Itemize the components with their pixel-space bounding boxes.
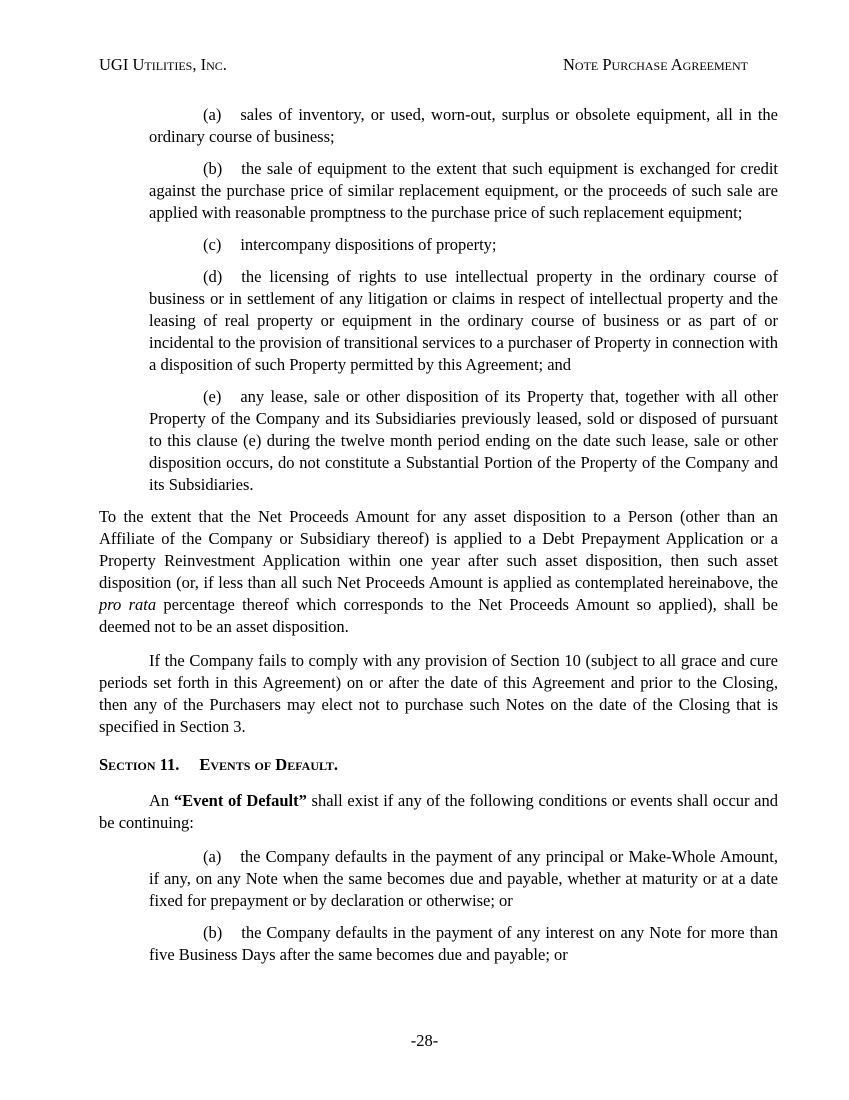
clause-label: (a) (203, 847, 222, 866)
clause-dispositions-d (149, 266, 778, 376)
clause-text: sales of inventory, or used, worn-out, surplus or obsolete equipment, all in the ordinary course of business; (149, 105, 778, 146)
clause-text: the licensing of rights to use intellectual property in the ordinary course of business or in settlement of any litigation or claims in respect of intellectual property and the leasing of real property or equipment in the ordinary course of business or as part of or incidental to the provision of transitional services to a purchaser of Property in connection with a disposition of such Property permitted by this Agreement; and (149, 267, 778, 374)
clause-default-b (149, 922, 778, 966)
page-header (99, 54, 778, 76)
clause-dispositions-c (149, 234, 778, 256)
paragraph-text: To the extent that the Net Proceeds Amount for any asset disposition to a Person (other than an Affiliate of the Company or Subsidiary thereof) is applied to a Debt Prepayment Application or a Property Reinvestment Application within one year after such asset disposition, then such asset disposition (or, if less than all such Net Proceeds Amount is applied as contemplated hereinabove, the (99, 507, 778, 592)
clause-label: (c) (203, 235, 222, 254)
paragraph-net-proceeds (99, 506, 778, 638)
event-of-default-term: “Event of Default” (173, 791, 307, 810)
clause-label: (b) (203, 159, 223, 178)
section-title: Events of Default. (199, 755, 339, 774)
pro-rata-italic: pro rata (99, 595, 157, 614)
clause-default-a (149, 846, 778, 912)
paragraph-event-default-intro (99, 790, 778, 834)
paragraph-section10-compliance: If the Company fails to comply with any provision of Section 10 (subject to all grace and cure periods set forth in this Agreement) on or after the date of this Agreement and prior to the Closing, then any of the Purchasers may elect not to purchase such Notes on the date of the Closing that is specified in Section 3. (99, 651, 778, 736)
paragraph-text: shall exist if any of the following conditions or events shall occur and be continuing: (99, 791, 779, 832)
clause-text: the Company defaults in the payment of any interest on any Note for more than five Business Days after the same becomes due and payable; or (149, 923, 778, 964)
clause-label: (a) (203, 105, 222, 124)
page-footer (0, 1030, 849, 1052)
clause-text: intercompany dispositions of property; (240, 235, 497, 254)
paragraph-text: percentage thereof which corresponds to the Net Proceeds Amount so applied), shall be deemed not to be an asset disposition. (99, 595, 778, 636)
section-11-heading (99, 754, 778, 776)
clause-dispositions-b (149, 158, 778, 224)
clause-label: (e) (203, 387, 222, 406)
clause-label: (d) (203, 267, 223, 286)
clause-dispositions-a (149, 104, 778, 148)
paragraph-text: An (149, 791, 174, 810)
clause-text: any lease, sale or other disposition of its Property that, together with all other Property of the Company and its Subsidiaries previously leased, sold or disposed of pursuant to this clause (e) during the twelve month period ending on the date such lease, sale or other disposition occurs, do not constitute a Substantial Portion of the Property of the Company and its Subsidiaries. (149, 387, 778, 494)
clause-label: (b) (203, 923, 223, 942)
clause-dispositions-e (149, 386, 778, 496)
header-document-title: Note Purchase Agreement (562, 55, 748, 74)
section-number: Section 11. (99, 755, 180, 774)
clause-text: the sale of equipment to the extent that such equipment is exchanged for credit against the purchase price of similar replacement equipment, or the proceeds of such sale are applied with reasonable promptness to the purchase price of such replacement equipment; (149, 159, 778, 222)
header-company-name: UGI Utilities, Inc. (99, 55, 227, 74)
page-number: -28- (410, 1031, 439, 1050)
clause-text: the Company defaults in the payment of any principal or Make-Whole Amount, if any, on any Note when the same becomes due and payable, whether at maturity or at a date fixed for prepayment or by declaration or otherwise; or (149, 847, 778, 910)
